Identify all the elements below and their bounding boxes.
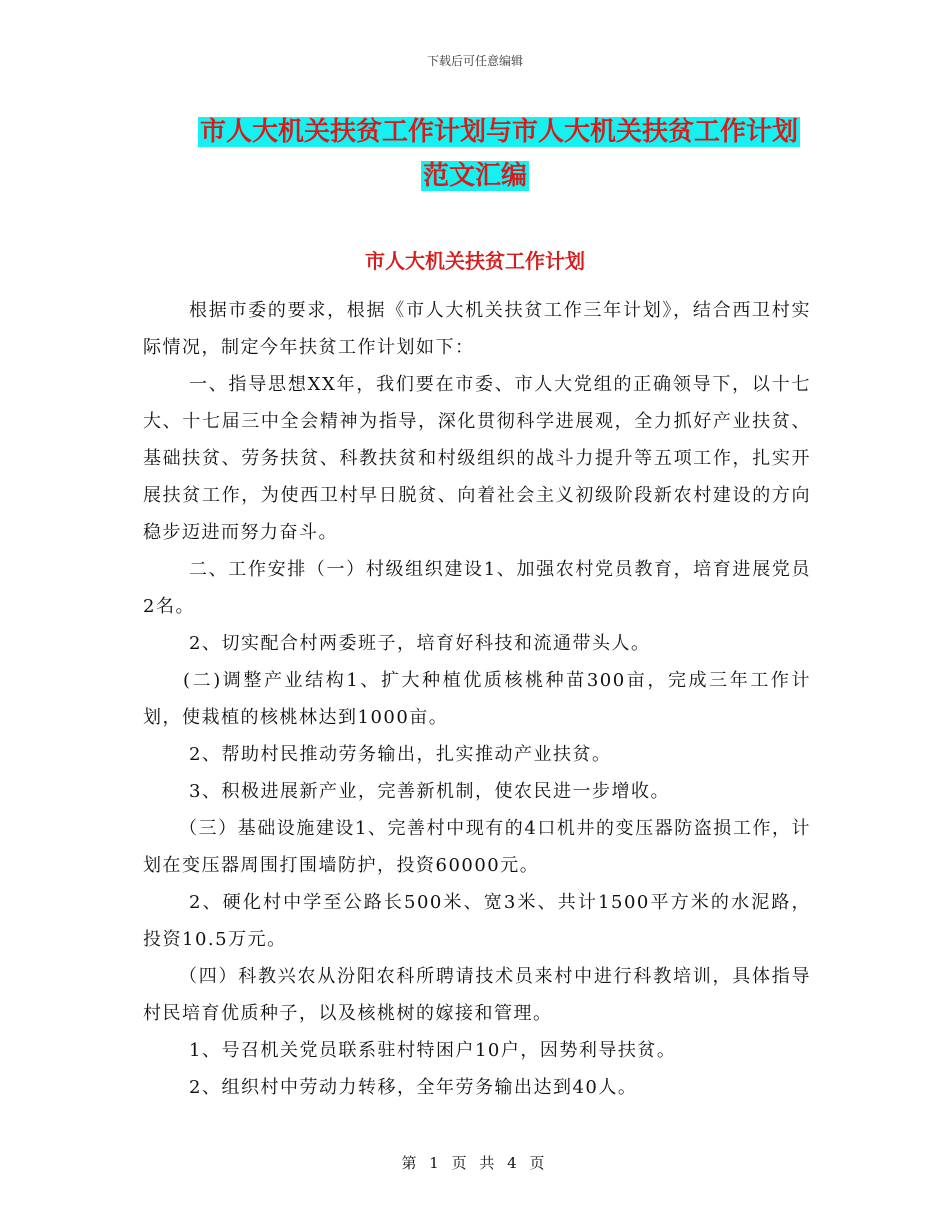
paragraph-item: 2、切实配合村两委班子，培育好科技和流通带头人。: [189, 633, 651, 654]
document-title-line-2: [0, 156, 950, 196]
page-footer: 第 1 页 共 4 页: [401, 1154, 549, 1172]
document-title-line-1-text: 市人大机关扶贫工作计划与市人大机关扶贫工作计划: [199, 117, 798, 147]
paragraph-item: 2、帮助村民推动劳务输出，扎实推动产业扶贫。: [189, 744, 612, 765]
document-title-line-2-text: 范文汇编: [422, 161, 527, 191]
paragraph-infrastructure: （三）基础设施建设1、完善村中现有的4口机井的变压器防盗损工作，计划在变压器周围打围墙防护，投资60000元。: [143, 818, 811, 876]
section-title: 市人大机关扶贫工作计划: [365, 249, 585, 273]
paragraph-work-arrangement: 二、工作安排（一）村级组织建设1、加强农村党员教育，培育进展党员2名。: [143, 559, 811, 617]
document-body: [143, 292, 811, 1106]
paragraph-industry-structure: (二)调整产业结构1、扩大种植优质核桃种苗300亩，完成三年工作计划，使栽植的核桃林达到1000亩。: [143, 670, 811, 728]
header-note: 下载后可任意编辑: [426, 54, 523, 68]
paragraph-item: 2、硬化村中学至公路长500米、宽3米、共计1500平方米的水泥路，投资10.5万元。: [143, 892, 811, 950]
paragraph-intro: 根据市委的要求，根据《市人大机关扶贫工作三年计划》，结合西卫村实际情况，制定今年扶贫工作计划如下：: [143, 300, 811, 358]
paragraph-item: 3、积极进展新产业，完善新机制，使农民进一步增收。: [189, 781, 670, 802]
paragraph-science-education: （四）科教兴农从汾阳农科所聘请技术员来村中进行科教培训，具体指导村民培育优质种子，以及核桃树的嫁接和管理。: [143, 966, 811, 1024]
paragraph-item: 1、号召机关党员联系驻村特困户10户，因势利导扶贫。: [189, 1040, 677, 1061]
paragraph-item: 2、组织村中劳动力转移，全年劳务输出达到40人。: [189, 1077, 638, 1098]
paragraph-guiding-ideology: 一、指导思想XX年，我们要在市委、市人大党组的正确领导下，以十七大、十七届三中全会精神为指导，深化贯彻科学进展观，全力抓好产业扶贫、基础扶贫、劳务扶贫、科教扶贫和村级组织的战斗力提升等五项工作，扎实开展扶贫工作，为使西卫村早日脱贫、向着社会主义初级阶段新农村建设的方向稳步迈进而努力奋斗。: [143, 374, 811, 543]
document-title-line-1: [24, 112, 950, 152]
